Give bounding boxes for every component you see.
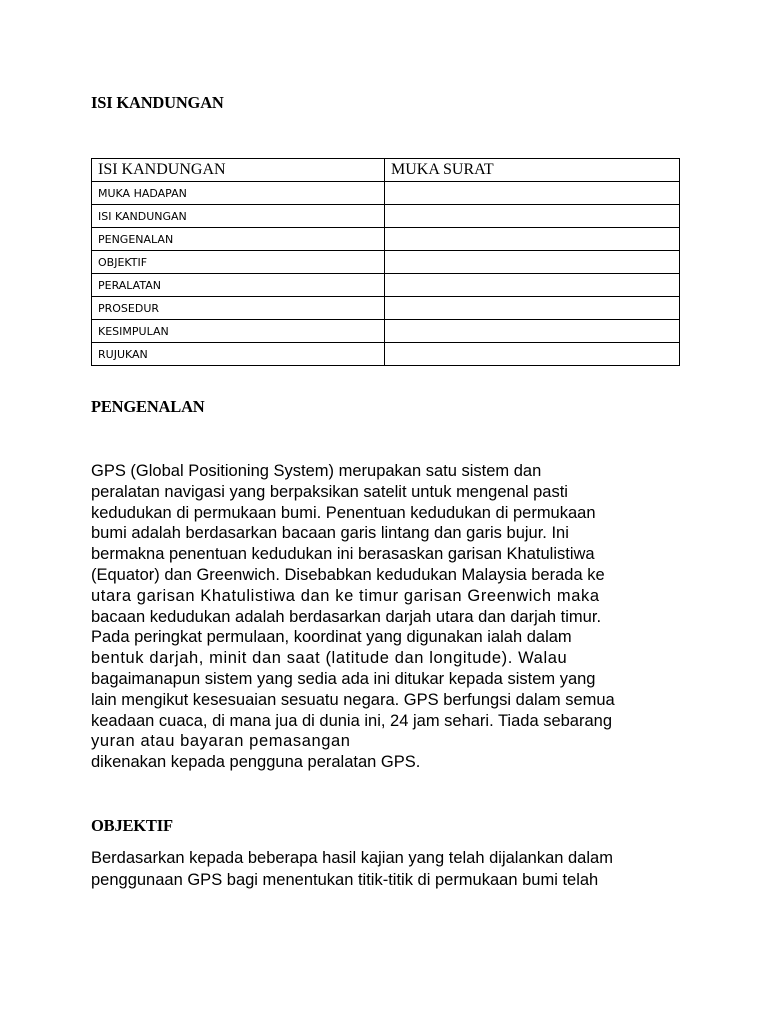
toc-item: KESIMPULAN	[92, 320, 385, 343]
text-line: penggunaan GPS bagi menentukan titik-titik di permukaan bumi telah	[91, 871, 599, 889]
toc-heading: ISI KANDUNGAN	[91, 93, 224, 112]
text-line: peralatan navigasi yang berpaksikan satelit untuk mengenal pasti	[91, 482, 568, 501]
text-line: keadaan cuaca, di mana jua di dunia ini, 24 jam sehari. Tiada sebarang	[91, 711, 613, 730]
toc-item: ISI KANDUNGAN	[92, 205, 385, 228]
table-row	[92, 205, 680, 228]
toc-item: PERALATAN	[92, 274, 385, 297]
text-line: bumi adalah berdasarkan bacaan garis lintang dan garis bujur. Ini	[91, 524, 569, 543]
toc-header-row	[92, 159, 680, 182]
toc-item: RUJUKAN	[92, 343, 385, 366]
text-line: bentuk darjah, minit dan saat (latitude dan longitude). Walau	[91, 649, 568, 668]
toc-page-number	[385, 228, 680, 251]
table-row	[92, 320, 680, 343]
text-line: Berdasarkan kepada beberapa hasil kajian yang telah dijalankan dalam	[91, 849, 613, 867]
text-line: bagaimanapun sistem yang sedia ada ini ditukar kepada sistem yang	[91, 669, 596, 688]
toc-header-page: MUKA SURAT	[385, 159, 680, 182]
table-row	[92, 228, 680, 251]
text-line: kedudukan di permukaan bumi. Penentuan kedudukan di permukaan	[91, 503, 596, 522]
objective-heading: OBJEKTIF	[91, 816, 173, 835]
toc-page-number	[385, 320, 680, 343]
toc-item: MUKA HADAPAN	[92, 182, 385, 205]
text-line: bermakna penentuan kedudukan ini berasaskan garisan Khatulistiwa	[91, 545, 595, 564]
toc-page-number	[385, 274, 680, 297]
table-row	[92, 274, 680, 297]
toc-page-number	[385, 297, 680, 320]
toc-page-number	[385, 182, 680, 205]
toc-item: OBJEKTIF	[92, 251, 385, 274]
text-line: (Equator) dan Greenwich. Disebabkan kedudukan Malaysia berada ke	[91, 565, 605, 584]
table-row	[92, 343, 680, 366]
intro-paragraph	[91, 461, 691, 773]
toc-page-number	[385, 205, 680, 228]
text-line: lain mengikut kesesuaian sesuatu negara. GPS berfungsi dalam semua	[91, 690, 615, 709]
text-line: bacaan kedudukan adalah berdasarkan darjah utara dan darjah timur.	[91, 607, 602, 626]
table-row	[92, 297, 680, 320]
text-line: Pada peringkat permulaan, koordinat yang digunakan ialah dalam	[91, 628, 572, 647]
toc-item: PENGENALAN	[92, 228, 385, 251]
text-line: utara garisan Khatulistiwa dan ke timur garisan Greenwich maka	[91, 586, 600, 605]
text-line: yuran atau bayaran pemasangan	[91, 732, 351, 751]
objective-paragraph	[91, 847, 691, 891]
toc-table	[91, 158, 680, 366]
toc-page-number	[385, 343, 680, 366]
intro-heading: PENGENALAN	[91, 397, 205, 416]
toc-header-contents: ISI KANDUNGAN	[92, 159, 385, 182]
table-row	[92, 182, 680, 205]
text-line: GPS (Global Positioning System) merupakan satu sistem dan	[91, 462, 542, 480]
text-line: dikenakan kepada pengguna peralatan GPS.	[91, 753, 421, 772]
toc-page-number	[385, 251, 680, 274]
toc-item: PROSEDUR	[92, 297, 385, 320]
table-row	[92, 251, 680, 274]
